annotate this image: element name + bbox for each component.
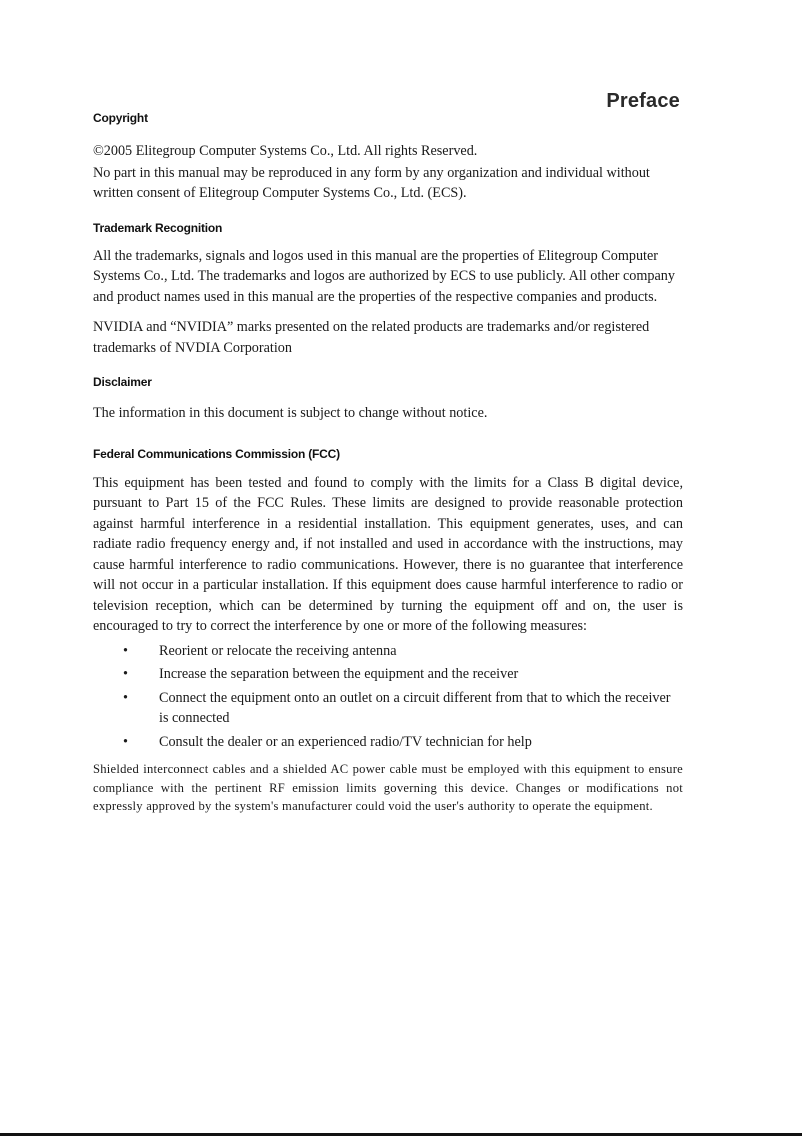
bullet-icon: • <box>123 689 128 706</box>
trademark-paragraph: All the trademarks, signals and logos used in this manual are the properties of Elitegroup Computer Systems Co., Ltd. The trademarks and logos are authorized by ECS to use publicly. All other company and product names used in this manual are the properties of the respective companies and products. <box>93 247 675 305</box>
copyright-notice: No part in this manual may be reproduced in any form by any organization and individual without written consent of Elitegroup Computer Systems Co., Ltd. (ECS). <box>93 164 650 201</box>
copyright-heading: Copyright <box>93 111 148 125</box>
list-item: • Consult the dealer or an experienced radio/TV technician for help <box>93 732 683 753</box>
list-item: • Connect the equipment onto an outlet on a circuit different from that to which the receiver is connected <box>123 689 671 726</box>
trademark-heading: Trademark Recognition <box>93 220 223 235</box>
bullet-icon: • <box>123 642 128 659</box>
list-item: • Reorient or relocate the receiving antenna <box>93 641 683 662</box>
nvidia-trademark-paragraph: NVIDIA and “NVIDIA” marks presented on the related products are trademarks and/or registered trademarks of NVDIA Corporation <box>93 319 650 356</box>
disclaimer-text: The information in this document is subject to change without notice. <box>93 405 488 421</box>
page-section-label: Preface <box>606 90 680 112</box>
fcc-paragraph: This equipment has been tested and found to comply with the limits for a Class B digital device, pursuant to Part 15 of the FCC Rules. These limits are designed to provide reasonable protection against harmful interference in a residential installation. This equipment generates, uses, and can radiate radio frequency energy and, if not installed and used in accordance with the instructions, may cause harmful interference to radio communications. However, there is no guarantee that interference will not occur in a particular installation. If this equipment does cause harmful interference to radio or television reception, which can be determined by turning the equipment off and on, the user is encouraged to try to correct the interference by one or more of the following measures: <box>93 474 683 634</box>
page-content <box>93 111 683 816</box>
fcc-closing-paragraph: Shielded interconnect cables and a shielded AC power cable must be employed with this equipment to ensure compliance with the pertinent RF emission limits governing this device. Changes or modifications not expressly approved by the system's manufacturer could void the user's authority to operate the equipment. <box>93 762 683 813</box>
disclaimer-heading: Disclaimer <box>93 375 152 389</box>
bullet-icon: • <box>123 733 128 750</box>
fcc-heading: Federal Communications Commission (FCC) <box>93 446 340 461</box>
copyright-line: ©2005 Elitegroup Computer Systems Co., Ltd. All rights Reserved. <box>93 143 478 159</box>
bullet-icon: • <box>123 666 128 682</box>
fcc-measures-list <box>93 641 683 753</box>
list-item: • Increase the separation between the equipment and the receiver <box>93 664 683 685</box>
